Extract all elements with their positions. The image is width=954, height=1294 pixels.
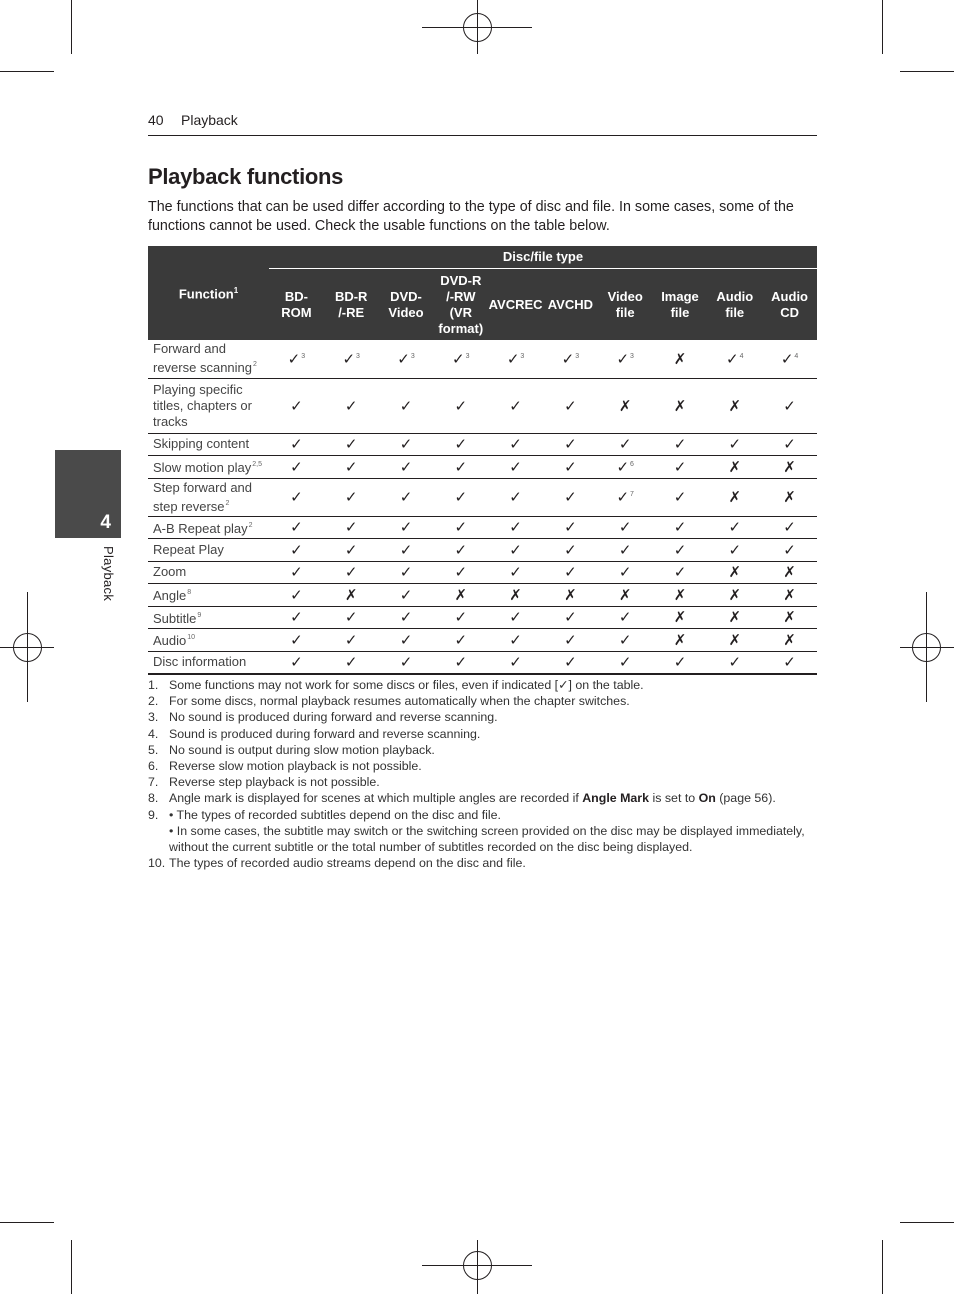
check-mark: ✓ [379,516,434,538]
footnote-ref: 1 [233,286,239,296]
cross-mark: ✗ [598,583,653,606]
table-row [148,583,817,606]
check-mark: ✓$^3$ [488,340,543,378]
column-header-line: Audio [716,288,754,304]
footnote-ref: 3 [301,352,306,360]
check-mark: ✓ [598,606,653,628]
footnote: 4. Sound is produced during forward and reverse scanning. [148,726,481,741]
footnote-ref: 3 [520,352,525,360]
registration-circle [13,633,42,662]
check-mark: ✓ [433,628,488,651]
check-mark: ✓ [433,378,488,433]
footnote-ref: 2 [253,361,257,369]
check-mark: ✓ [543,478,598,516]
check-mark: ✓ [543,651,598,674]
cross-mark: ✗ [707,561,762,583]
check-mark: ✓ [543,538,598,561]
column-header-line: Video [607,288,643,304]
check-mark: ✓ [488,538,543,561]
check-mark: ✓ [653,651,708,674]
footnote-ref: 6 [630,460,634,468]
check-mark: ✓ [488,378,543,433]
check-mark: ✓ [269,433,324,455]
check-mark: ✓ [653,538,708,561]
cross-mark: ✗ [707,378,762,433]
check-mark: ✓ [653,561,708,583]
check-mark: ✓ [598,628,653,651]
footnote-ref: 3 [410,352,415,360]
check-mark: ✓ [598,561,653,583]
column-header-line: /-RE [338,304,365,320]
footnote-ref: 9 [197,611,202,619]
function-header-label: Function [178,286,234,302]
column-header-line: DVD- [390,288,422,304]
cross-mark: ✗ [707,583,762,606]
function-name [148,583,269,606]
footnote: • In some cases, the subtitle may switch or the switching screen provided on the disc may be displayed immediately, without the current subtitle or the total number of subtitles recorded on the disc being displayed. [169,823,805,855]
crop-mark [900,71,954,72]
footnote: 6. Reverse slow motion playback is not possible. [148,759,422,774]
column-header-line: DVD-R [440,272,482,288]
check-mark: ✓ [269,583,324,606]
crop-mark [900,1222,954,1223]
functions-table [148,246,817,675]
check-mark: ✓ [433,606,488,628]
footnote-number: 1. [148,678,159,692]
function-name-line: Repeat Play [153,541,224,557]
footnote-number: 5. [148,742,159,757]
table-row [148,516,817,538]
cross-mark: ✗ [653,628,708,651]
check-mark: ✓ [598,651,653,674]
column-header [433,269,488,341]
cross-mark: ✗ [762,561,817,583]
check-mark: ✓ [433,561,488,583]
check-mark: ✓ [653,516,708,538]
check-mark: ✓ [653,478,708,516]
check-mark: ✓$^3$ [543,340,598,378]
crop-mark [0,71,54,72]
check-mark: ✓ [762,538,817,561]
function-header [148,246,269,340]
check-mark: ✓ [324,651,379,674]
check-mark: ✓ [707,433,762,455]
footnote-ref: 4 [739,352,744,360]
check-mark: ✓ [269,378,324,433]
check-mark: ✓ [598,538,653,561]
check-mark: ✓ [379,433,434,455]
header-rule [148,135,817,136]
cross-mark: ✗ [762,606,817,628]
function-name-line: tracks [153,413,188,429]
check-mark: ✓ [433,538,488,561]
function-name-line: Disc information [153,654,247,670]
check-mark: ✓ [269,606,324,628]
footnote-number: 4. [148,726,159,741]
column-header [379,269,434,341]
registration-circle [463,13,492,42]
footnotes [148,677,820,871]
column-header-line: format) [438,320,484,336]
check-mark: ✓ [324,516,379,538]
footnote-ref: 4 [794,352,799,360]
check-mark: ✓ [543,606,598,628]
footnote-number: 8. [148,791,159,806]
column-header [762,269,817,341]
check-mark: ✓ [324,478,379,516]
function-name-line: Subtitle [153,610,197,626]
check-mark: ✓$^3$ [598,340,653,378]
table-row [148,478,817,516]
cross-mark: ✗ [653,583,708,606]
footnote-number: 3. [148,710,159,725]
check-mark: ✓ [269,538,324,561]
function-name [148,433,269,455]
check-mark: ✓ [269,455,324,478]
page-number: 40 [148,112,164,128]
check-mark: ✓ [707,538,762,561]
cross-mark: ✗ [488,583,543,606]
column-header-line: BD- [284,288,308,304]
cross-mark: ✗ [324,583,379,606]
running-header: Playback [181,112,238,128]
function-name [148,516,269,538]
table-row [148,455,817,478]
footnote-ref: 2 [225,499,230,507]
function-name-line: Skipping content [153,436,250,451]
check-mark: ✓ [707,651,762,674]
function-name [148,478,269,516]
function-name [148,561,269,583]
crop-mark [882,1240,883,1294]
check-mark: ✓ [379,583,434,606]
table-row [148,606,817,628]
column-header-line: AVCREC [488,296,543,312]
footnote-ref: 3 [575,352,580,360]
registration-circle [463,1251,492,1280]
check-mark: ✓ [762,651,817,674]
footnote-ref: 3 [630,352,634,360]
check-mark: ✓ [762,433,817,455]
column-header-line: AVCHD [547,296,594,312]
cross-mark: ✗ [653,378,708,433]
check-mark: ✓ [433,478,488,516]
crop-mark [71,1240,72,1294]
check-mark: ✓ [598,516,653,538]
function-name [148,378,269,433]
check-mark: ✓ [379,538,434,561]
column-header-line: Image [661,288,699,304]
column-header-line: file [670,304,690,320]
disc-type-header: Disc/file type [269,246,817,269]
cross-mark: ✗ [433,583,488,606]
function-name-line: Step forward and [153,479,253,495]
column-header-line: Audio [771,288,808,304]
function-name [148,628,269,651]
footnote: 9. • The types of recorded subtitles depend on the disc and file. [148,807,501,822]
cross-mark: ✗ [653,606,708,628]
check-mark: ✓ [488,455,543,478]
function-name-line: Audio [153,633,187,648]
table-row [148,651,817,674]
cross-mark: ✗ [707,628,762,651]
crop-mark [71,0,72,54]
column-header [543,269,598,341]
check-mark: ✓ [324,455,379,478]
check-mark: ✓$^4$ [762,340,817,378]
check-mark: ✓ [269,651,324,674]
cross-mark: ✗ [707,606,762,628]
footnote: 7. Reverse step playback is not possible. [148,775,380,790]
check-mark: ✓ [324,538,379,561]
footnote-ref: 2,5 [252,461,263,468]
function-name-line: titles, chapters or [153,397,252,413]
footnote-ref: 8 [187,589,192,596]
check-mark: ✓ [379,606,434,628]
check-mark: ✓ [379,628,434,651]
check-mark: ✓ [653,433,708,455]
check-mark: ✓ [762,516,817,538]
table-row [148,340,817,378]
cross-mark: ✗ [598,378,653,433]
column-header-line: file [725,304,745,320]
function-name [148,340,269,378]
column-header-line: CD [780,304,799,320]
check-mark: ✓ [488,628,543,651]
check-mark: ✓ [433,651,488,674]
check-mark: ✓$^3$ [324,340,379,378]
column-header-line: (VR [449,304,472,320]
function-name-line: Slow motion play [153,460,252,475]
cross-mark: ✗ [653,340,708,378]
column-header [653,269,708,341]
footnote-number: 10. [148,856,166,871]
check-mark: ✓ [488,478,543,516]
check-mark: ✓ [269,516,324,538]
check-mark: ✓ [379,651,434,674]
footnote-number: 2. [148,694,159,709]
column-header [269,269,324,341]
check-mark: ✓ [543,455,598,478]
table-row [148,628,817,651]
footnote-number: 9. [148,807,159,822]
check-mark: ✓ [488,516,543,538]
check-mark: ✓ [543,378,598,433]
footnote: 8. Angle mark is displayed for scenes at which multiple angles are recorded if Angle Mark is set to On (page 56). [148,791,776,806]
check-mark: ✓ [488,433,543,455]
function-name-line: A-B Repeat play [153,520,248,536]
check-mark: ✓ [324,606,379,628]
column-header-line: /-RW [446,288,476,304]
function-name [148,538,269,561]
function-name-line: Forward and [153,341,226,357]
cross-mark: ✗ [762,583,817,606]
check-mark: ✓ [762,378,817,433]
chapter-label: Playback [101,546,116,602]
check-mark: ✓ [269,478,324,516]
check-mark: ✓$^4$ [707,340,762,378]
page-title: Playback functions [148,164,344,189]
column-header [598,269,653,341]
function-name-line: Angle [153,588,187,603]
column-header-line: file [615,304,635,320]
footnote: 2. For some discs, normal playback resumes automatically when the chapter switches. [148,694,630,709]
footnote-ref: 10 [187,634,196,641]
cross-mark: ✗ [707,455,762,478]
check-mark: ✓ [488,651,543,674]
footnote-ref: 3 [465,352,470,360]
table-row [148,538,817,561]
registration-circle [912,633,941,662]
cross-mark: ✗ [707,478,762,516]
cross-mark: ✗ [543,583,598,606]
cross-mark: ✗ [762,478,817,516]
footnote: 1. Some functions may not work for some discs or files, even if indicated [✓] on the table. [148,678,644,692]
function-name-line: step reverse [153,498,225,514]
check-mark: ✓ [488,561,543,583]
check-mark: ✓$^3$ [269,340,324,378]
chapter-tab [55,450,121,538]
function-name [148,651,269,674]
column-header [324,269,379,341]
footnote-ref: 3 [356,352,360,360]
check-mark: ✓ [324,561,379,583]
table-row [148,561,817,583]
footnote-ref: 7 [630,491,634,498]
check-mark: ✓ [324,628,379,651]
check-mark: ✓ [707,516,762,538]
check-mark: ✓ [653,455,708,478]
check-mark: ✓ [433,433,488,455]
check-mark: ✓ [543,516,598,538]
column-header [488,269,543,341]
check-mark: ✓ [379,455,434,478]
column-header [707,269,762,341]
intro-paragraph: The functions that can be used differ according to the type of disc and file. In some cases, some of the functions cannot be used. Check the usable functions on the table below. [148,199,794,234]
footnote-number: 6. [148,759,159,774]
check-mark: ✓ [488,606,543,628]
check-mark: ✓ [433,455,488,478]
crop-mark [882,0,883,54]
check-mark: ✓$^7$ [598,478,653,516]
footnote: 5. No sound is output during slow motion playback. [148,742,435,757]
check-mark: ✓ [543,561,598,583]
check-mark: ✓ [269,561,324,583]
check-mark: ✓ [324,378,379,433]
check-mark: ✓ [379,378,434,433]
check-mark: ✓ [269,628,324,651]
function-name-line: reverse scanning [153,360,252,376]
table-row [148,433,817,455]
function-name [148,455,269,478]
chapter-number: 4 [100,512,111,533]
check-mark: ✓ [598,433,653,455]
function-name-line: Playing specific [153,381,243,397]
function-name [148,606,269,628]
check-mark: ✓ [379,478,434,516]
footnote-number: 7. [148,775,159,790]
check-mark: ✓ [379,561,434,583]
cross-mark: ✗ [762,455,817,478]
check-mark: ✓$^6$ [598,455,653,478]
column-header-line: Video [388,304,424,320]
check-mark: ✓$^3$ [433,340,488,378]
footnote: 3. No sound is produced during forward and reverse scanning. [148,710,498,725]
footnote: 10. The types of recorded audio streams depend on the disc and file. [148,856,526,871]
check-mark: ✓ [433,516,488,538]
check-mark: ✓ [543,628,598,651]
crop-mark [0,1222,54,1223]
column-header-line: BD-R [334,288,368,304]
footnote-ref: 2 [248,521,253,529]
column-header-line: ROM [281,304,312,320]
cross-mark: ✗ [762,628,817,651]
check-mark: ✓ [543,433,598,455]
check-mark: ✓$^3$ [379,340,434,378]
table-row [148,378,817,433]
function-name-line: Zoom [153,564,187,579]
check-mark: ✓ [324,433,379,455]
